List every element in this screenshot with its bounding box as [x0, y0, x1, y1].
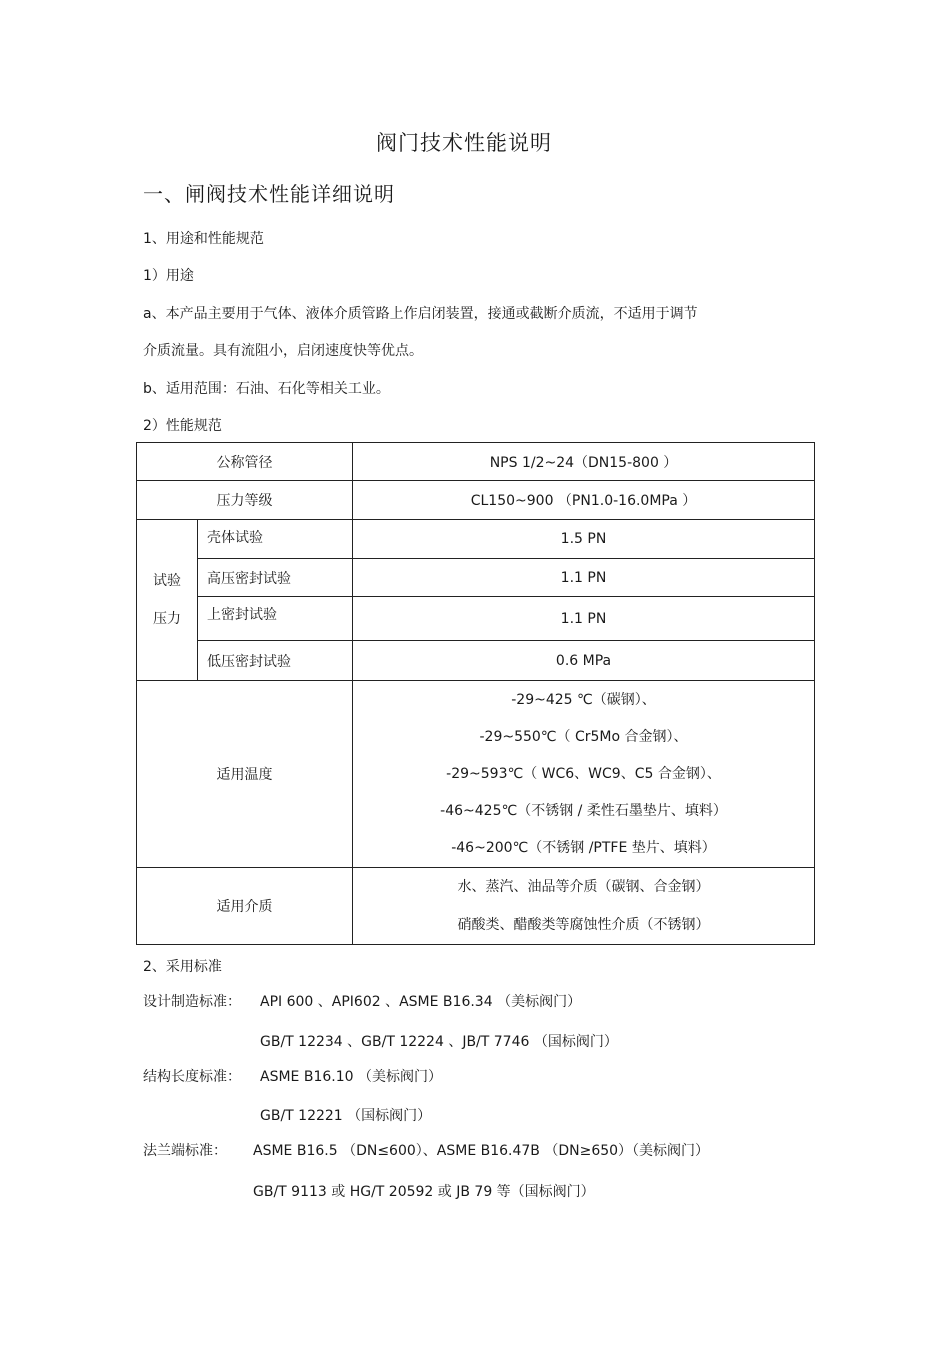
subheading-usage-spec: 1、用途和性能规范 [143, 231, 264, 247]
design-standard-line2: GB/T 12234 、GB/T 12224 、JB/T 7746 （国标阀门） [260, 1034, 618, 1050]
usage-scope: b、适用范围：石油、石化等相关工业。 [143, 381, 390, 397]
flange-standard-line1: ASME B16.5 （DN≤600）、ASME B16.47B （DN≥650）（美标阀门） [253, 1143, 710, 1159]
page-title: 阀门技术性能说明 [376, 131, 552, 155]
table-row [137, 641, 815, 681]
test-name: 壳体试验 [198, 520, 353, 559]
temperature-value: -46~425℃（不锈钢 / 柔性石墨垫片、填料） [440, 802, 727, 819]
design-standard-line1: API 600 、API602 、ASME B16.34 （美标阀门） [260, 994, 582, 1010]
length-standard-line2: GB/T 12221 （国标阀门） [260, 1108, 432, 1124]
pressure-class-label: 压力等级 [137, 481, 353, 520]
temperature-value: -29~550℃（ Cr5Mo 合金钢）、 [479, 728, 688, 745]
temperature-values [353, 681, 815, 868]
temperature-value: -29~425 ℃（碳钢）、 [511, 691, 656, 708]
test-value: 1.1 PN [353, 559, 815, 597]
table-row [137, 481, 815, 520]
nominal-size-value: NPS 1/2~24（DN15-800 ） [353, 443, 815, 481]
flange-standard-line2: GB/T 9113 或 HG/T 20592 或 JB 79 等（国标阀门） [253, 1184, 595, 1200]
test-name: 低压密封试验 [198, 641, 353, 681]
test-value: 1.5 PN [353, 520, 815, 559]
test-pressure-label [137, 520, 198, 681]
test-pressure-label-line1: 试验 [153, 573, 181, 589]
length-standard-label: 结构长度标准： [143, 1069, 241, 1085]
usage-paragraph-line2: 介质流量。具有流阻小，启闭速度快等优点。 [143, 343, 423, 359]
table-row [137, 443, 815, 481]
pressure-class-value: CL150~900 （PN1.0-16.0MPa ） [353, 481, 815, 520]
table-row [137, 681, 815, 868]
test-name: 高压密封试验 [198, 559, 353, 597]
test-value: 0.6 MPa [353, 641, 815, 681]
temperature-label: 适用温度 [137, 681, 353, 868]
length-standard-line1: ASME B16.10 （美标阀门） [260, 1069, 442, 1085]
test-name: 上密封试验 [198, 597, 353, 641]
test-pressure-label-line2: 压力 [153, 611, 181, 627]
section-title: 一、闸阀技术性能详细说明 [143, 182, 395, 206]
flange-standard-label: 法兰端标准： [143, 1143, 227, 1159]
usage-paragraph-line1: a、本产品主要用于气体、液体介质管路上作启闭装置，接通或截断介质流，不适用于调节 [143, 306, 698, 322]
nominal-size-label: 公称管径 [137, 443, 353, 481]
media-value: 水、蒸汽、油品等介质（碳钢、合金钢） [457, 879, 710, 895]
table-row [137, 520, 815, 559]
table-row [137, 868, 815, 945]
table-row [137, 559, 815, 597]
temperature-value: -29~593℃（ WC6、WC9、C5 合金钢）、 [446, 765, 721, 782]
spec-table [136, 442, 815, 945]
subheading-usage: 1）用途 [143, 268, 194, 284]
subheading-performance-spec: 2）性能规范 [143, 418, 222, 434]
media-label: 适用介质 [137, 868, 353, 945]
media-values [353, 868, 815, 945]
test-value: 1.1 PN [353, 597, 815, 641]
media-value: 硝酸类、醋酸类等腐蚀性介质（不锈钢） [457, 917, 710, 933]
temperature-value: -46~200℃（不锈钢 /PTFE 垫片、填料） [451, 839, 716, 856]
subheading-standards: 2、采用标准 [143, 959, 222, 975]
table-row [137, 597, 815, 641]
design-standard-label: 设计制造标准： [143, 994, 241, 1010]
